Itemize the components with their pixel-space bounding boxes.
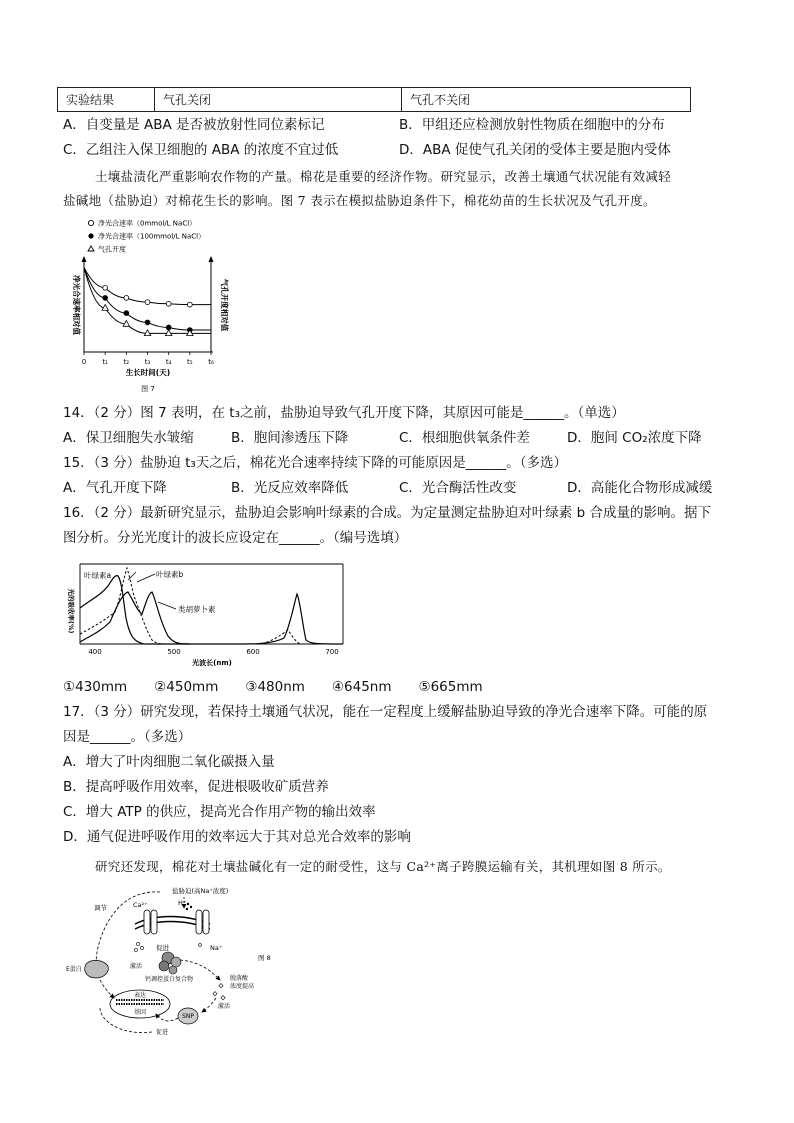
data-point [187,302,192,307]
label-na: Na⁺ [210,944,223,952]
option-c: C．光合酶活性改变 [399,480,517,496]
legend-label: 净光合速率（100mmol/L NaCl） [98,232,206,241]
label-ca: Ca²⁺ [133,901,148,909]
label-promote-1: 促进 [156,944,169,952]
y-axis-label: 光的吸收率(%) [67,588,75,634]
figure-caption: 图 8 [258,954,271,962]
label-express: 表达 [133,992,147,999]
data-point [145,300,150,305]
x-tick-label: t₄ [165,358,172,366]
table-cell: 气孔关闭 [155,88,402,112]
y-axis-left-label: 净光合速率相对值 [72,275,81,335]
label-complex: 钙调控蛋白复合物 [145,976,194,983]
data-point [124,295,129,300]
x-tick-label: 500 [167,648,181,656]
option-b: B．甲组还应检测放射性物质在细胞中的分布 [399,117,665,133]
label-chlorophyll-a: 叶绿素a [84,571,112,580]
figure-8-diagram [60,880,300,1040]
x-tick-label: 600 [246,648,260,656]
question-15: 15．（3 分）盐胁迫 t₃天之后，棉花光合速率持续下降的可能原因是______。（多选） [63,455,568,471]
legend-label: 气孔开度 [98,245,126,254]
label-h: H⁺ [178,899,187,907]
x-axis-label: 光波长(nm) [192,659,232,667]
label-promote-2: 促进 [156,1029,169,1036]
intro-line-1: 土壤盐渍化严重影响农作物的产量。棉花是重要的经济作物。研究显示，改善土壤通气状况能有效减轻 [95,169,672,184]
option-a: A．自变量是 ABA 是否被放射性同位素标记 [63,117,325,133]
option-b: B．提高呼吸作用效率，促进根吸收矿质营养 [63,779,329,795]
e-protein [85,960,109,978]
data-point [165,330,171,336]
option-c: C．根细胞供氧条件差 [399,430,530,446]
x-tick-label: 400 [88,648,102,656]
option-a: A．气孔开度下降 [63,480,167,496]
option-d: D．通气促进呼吸作用的效率远大于其对总光合效率的影响 [63,829,411,845]
option-d: D．胞间 CO₂浓度下降 [567,430,702,446]
label-activate-2: 激活 [218,1003,231,1010]
label-aba-concentration: 浓度提高 [230,983,255,990]
x-tick-label: t₁ [102,358,108,366]
x-axis-label: 生长时间(天) [125,368,171,377]
data-point [166,301,171,306]
question-17-line-2: 因是______。（多选） [63,729,192,745]
option-c: C．乙组注入保卫细胞的 ABA 的浓度不宜过低 [63,142,339,158]
table-row [58,88,691,112]
label-gene: 基因 [134,1009,147,1016]
x-tick-label: 0 [81,358,87,366]
legend-marker-triangle [88,246,94,251]
option-b: B．光反应效率降低 [231,480,349,496]
x-tick-label: t₂ [123,358,130,366]
option-a: A．增大了叶肉细胞二氧化碳摄入量 [63,754,275,770]
option-c: C．增大 ATP 的供应，提高光合作用产物的输出效率 [63,804,376,820]
legend-marker-open-circle [88,220,93,225]
label-activate-1: 激活 [130,963,143,970]
table-cell: 实验结果 [58,88,155,112]
data-point [144,330,150,336]
intro-2: 研究还发现，棉花对土壤盐碱化有一定的耐受性，这与 Ca²⁺离子跨膜运输有关，其机理如图 8 所示。 [95,859,671,874]
data-point [145,320,150,325]
data-point [124,311,129,316]
option-d: D．ABA 促使气孔关闭的受体主要是胞内受体 [399,142,671,158]
option-d: D．高能化合物形成减缓 [567,480,713,496]
legend-label: 净光合速率（0mmol/L NaCl） [98,219,197,228]
table-cell: 气孔不关闭 [402,88,691,112]
option-b: B．胞间渗透压下降 [231,430,349,446]
label-chlorophyll-b: 叶绿素b [156,570,184,579]
y-axis-right-label: 气孔开度相对值 [220,278,229,332]
legend-marker-filled-circle [88,233,93,238]
question-16-line-2: 图分析。分光光度计的波长应设定在______。（编号选填） [63,530,408,546]
label-regulate: 调节 [94,904,107,912]
figure-7-chart [60,212,230,397]
label-e-protein: E蛋白 [66,966,82,973]
question-16-options: ①430mm ②450mm ③480nm ④645nm ⑤665mm [63,679,483,695]
intro-line-2: 盐碱地（盐胁迫）对棉花生长的影响。图 7 表示在模拟盐胁迫条件下，棉花幼苗的生长状况及气孔开度。 [63,193,656,208]
question-16-line-1: 16．（2 分）最新研究显示，盐胁迫会影响叶绿素的合成。为定量测定盐胁迫对叶绿素 b 合成量的影响。据下 [63,505,711,521]
x-tick-label: t₅ [187,358,193,366]
x-tick-label: t₆ [208,358,214,366]
label-carotenoid: 类胡萝卜素 [178,605,216,614]
label-aba: 脱落酸 [230,975,249,982]
x-tick-label: t₃ [144,358,151,366]
absorption-spectrum-chart [60,556,350,672]
option-a: A．保卫细胞失水皱缩 [63,430,194,446]
question-17-line-1: 17．（3 分）研究发现，若保持土壤通气状况，能在一定程度上缓解盐胁迫导致的净光合速率下降。可能的原 [63,704,708,720]
x-tick-label: 700 [325,648,339,656]
calcium-channel [144,910,150,934]
data-point [103,295,108,300]
result-table [57,87,691,112]
label-salt-stress: 盐胁迫(高Na⁺浓度) [172,887,229,895]
question-14: 14．（2 分）图 7 表明，在 t₃之前，盐胁迫导致气孔开度下降，其原因可能是______。（单选） [63,405,625,421]
ion-transporter [196,910,202,934]
label-snp: SNP [182,1013,194,1020]
data-point [103,285,108,290]
carotenoid-curve [80,592,190,644]
figure-caption: 图 7 [141,385,155,393]
